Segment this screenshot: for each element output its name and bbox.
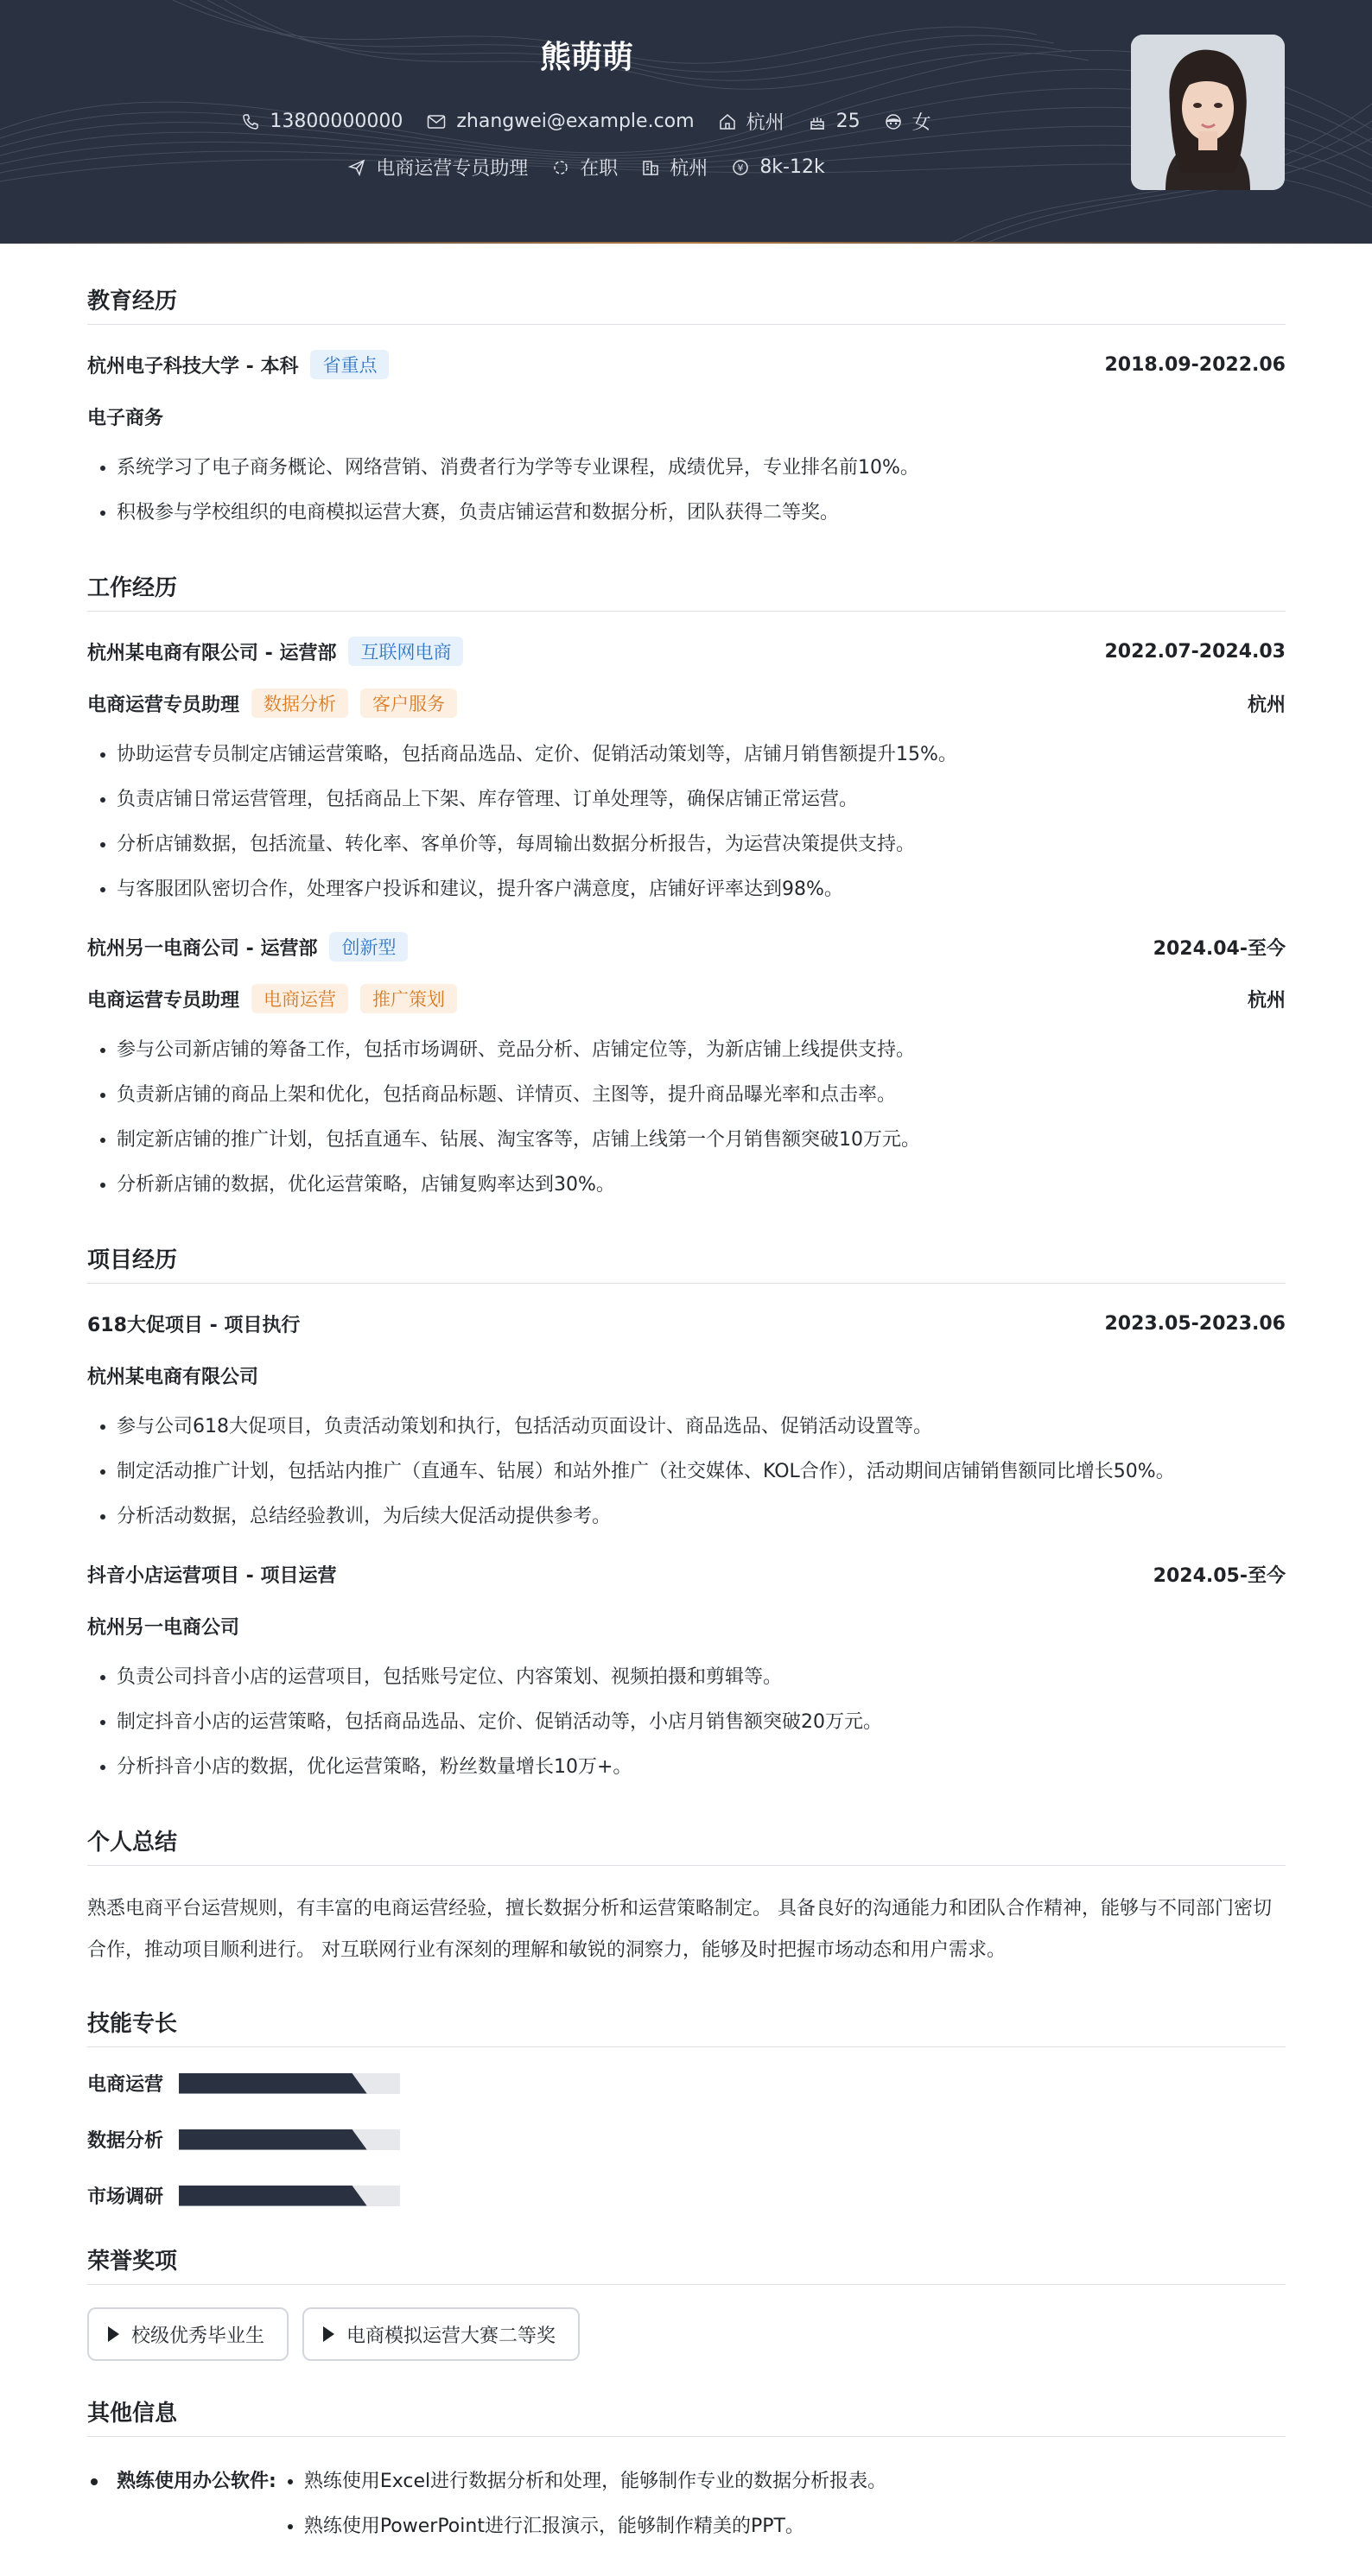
salary-text: 8k-12k [759, 156, 825, 178]
project-date: 2024.05-至今 [1153, 1564, 1286, 1587]
other-info [87, 2459, 1286, 2549]
section-title-education: 教育经历 [87, 283, 1286, 325]
svg-text:¥: ¥ [737, 162, 744, 174]
list-item: • 负责新店铺的商品上架和优化，包括商品标题、详情页、主图等，提升商品曝光率和点击率。 [117, 1073, 1286, 1118]
other-key [87, 2459, 276, 2549]
building-icon [642, 159, 659, 176]
skill-bar-fill [179, 2186, 367, 2206]
gender-item [885, 108, 931, 135]
skill-name: 电商运营 [87, 2074, 164, 2096]
job-bullets [87, 733, 1286, 912]
project-bullets [87, 1405, 1286, 1539]
school-tag: 省重点 [310, 350, 389, 379]
summary-text: 熟悉电商平台运营规则，有丰富的电商运营经验，擅长数据分析和运营策略制定。 具备良好的沟通能力和团队合作精神，能够与不同部门密切合作，推动项目顺利进行。 对互联网行业有深刻的理解和敏锐的洞察力，能够及时把握市场动态和用户需求。 [87, 1898, 1272, 1961]
award-item [87, 2307, 289, 2361]
project-bullets [87, 1655, 1286, 1790]
status-icon [552, 159, 569, 176]
phone-text: 13800000000 [270, 111, 403, 132]
section-title-awards: 荣誉奖项 [87, 2243, 1286, 2285]
education-row [87, 347, 1286, 382]
section-title-work: 工作经历 [87, 570, 1286, 612]
other-list [276, 2459, 886, 2549]
age-text: 25 [835, 111, 861, 132]
list-item: • 协助运营专员制定店铺运营策略，包括商品选品、定价、促销活动策划等，店铺月销售额提升15%。 [117, 733, 1286, 777]
resume-header [0, 0, 1372, 244]
job-city: 杭州 [1247, 694, 1286, 716]
job-bullets [87, 1028, 1286, 1208]
job-row [87, 634, 1286, 669]
hometown-item [719, 108, 784, 135]
job-target-item [348, 154, 528, 181]
job-heading [87, 932, 408, 961]
home-icon [719, 113, 736, 130]
job-role [87, 984, 457, 1013]
job-role-row [87, 686, 1286, 720]
skill-item [87, 2126, 697, 2153]
company-name: 杭州某电商有限公司 - 运营部 [87, 642, 337, 664]
city-item [642, 154, 708, 181]
company-tag: 创新型 [329, 932, 408, 961]
role-tag: 数据分析 [251, 688, 348, 718]
status-item [552, 154, 618, 181]
send-icon [348, 159, 365, 176]
job-intent-row [0, 154, 1173, 181]
project-name: 抖音小店运营项目 - 项目运营 [87, 1564, 337, 1587]
major-name: 电子商务 [87, 407, 164, 429]
project-company: 杭州另一电商公司 [87, 1616, 240, 1639]
role-name: 电商运营专员助理 [87, 989, 240, 1012]
play-icon [108, 2326, 119, 2342]
list-item: • 与客服团队密切合作，处理客户投诉和建议，提升客户满意度，店铺好评率达到98%。 [117, 867, 1286, 912]
skill-bar-fill [179, 2129, 367, 2150]
skill-bar [179, 2073, 400, 2094]
list-item: • 参与公司新店铺的筹备工作，包括市场调研、竞品分析、店铺定位等，为新店铺上线提供支持。 [117, 1028, 1286, 1073]
skill-item [87, 2070, 697, 2097]
resume-body [87, 249, 1286, 2549]
age-item [809, 111, 861, 132]
other-key-label: 熟练使用办公软件: [117, 2471, 276, 2492]
award-label: 校级优秀毕业生 [131, 2325, 265, 2347]
list-item: • 参与公司618大促项目，负责活动策划和执行，包括活动页面设计、商品选品、促销活动设置等。 [117, 1405, 1286, 1450]
award-item [302, 2307, 580, 2361]
list-item: • 制定抖音小店的运营策略，包括商品选品、定价、促销活动等，小店月销售额突破20万元。 [117, 1700, 1286, 1745]
cake-icon [809, 113, 826, 130]
section-title-summary: 个人总结 [87, 1824, 1286, 1866]
job-role-row [87, 981, 1286, 1016]
role-tag: 客户服务 [360, 688, 457, 718]
job-role [87, 688, 457, 718]
skill-name: 市场调研 [87, 2186, 164, 2208]
play-icon [323, 2326, 334, 2342]
header-accent-line [0, 242, 1372, 244]
list-item: • 制定新店铺的推广计划，包括直通车、钻展、淘宝客等，店铺上线第一个月销售额突破10万元。 [117, 1118, 1286, 1163]
project-date: 2023.05-2023.06 [1104, 1312, 1286, 1335]
section-title-other: 其他信息 [87, 2395, 1286, 2437]
job-row [87, 930, 1286, 964]
education-date: 2018.09-2022.06 [1104, 353, 1286, 376]
education-bullets [87, 446, 1286, 536]
list-item: • 分析活动数据，总结经验教训，为后续大促活动提供参考。 [117, 1494, 1286, 1539]
role-tag: 电商运营 [251, 984, 348, 1013]
phone-item [242, 111, 403, 132]
mail-icon [427, 114, 446, 130]
company-name: 杭州另一电商公司 - 运营部 [87, 937, 318, 960]
project-company: 杭州某电商有限公司 [87, 1366, 259, 1388]
job-date: 2024.04-至今 [1153, 937, 1286, 960]
job-heading [87, 637, 463, 666]
job-target-text: 电商运营专员助理 [376, 158, 529, 180]
gender-icon [885, 113, 902, 130]
company-tag: 互联网电商 [348, 637, 463, 666]
list-item: • 系统学习了电子商务概论、网络营销、消费者行为学等专业课程，成绩优异，专业排名前10%。 [117, 446, 1286, 491]
skill-name: 数据分析 [87, 2130, 164, 2152]
list-item: • 负责店铺日常运营管理，包括商品上下架、库存管理、订单处理等，确保店铺正常运营。 [117, 777, 1286, 822]
city-text: 杭州 [670, 158, 708, 180]
project-row [87, 1306, 1286, 1341]
gender-text: 女 [911, 112, 931, 134]
contact-row [0, 108, 1173, 135]
list-item: • 分析抖音小店的数据，优化运营策略，粉丝数量增长10万+。 [117, 1745, 1286, 1790]
bullet-dot [91, 2478, 98, 2485]
phone-icon [242, 113, 259, 130]
avatar [1131, 35, 1285, 190]
job-city: 杭州 [1247, 989, 1286, 1012]
list-item: • 制定活动推广计划，包括站内推广（直通车、钻展）和站外推广（社交媒体、KOL合作），活动期间店铺销售额同比增长50%。 [117, 1450, 1286, 1494]
list-item: • 负责公司抖音小店的运营项目，包括账号定位、内容策划、视频拍摄和剪辑等。 [117, 1655, 1286, 1700]
email-text: zhangwei@example.com [456, 111, 695, 132]
skills-grid [87, 2070, 1286, 2209]
candidate-name: 熊萌萌 [539, 40, 633, 75]
salary-item [732, 156, 824, 178]
education-heading [87, 350, 389, 379]
money-icon [732, 159, 749, 176]
project-row [87, 1557, 1286, 1591]
school-name: 杭州电子科技大学 - 本科 [87, 355, 299, 378]
role-name: 电商运营专员助理 [87, 694, 240, 716]
project-name: 618大促项目 - 项目执行 [87, 1314, 301, 1336]
status-text: 在职 [580, 158, 619, 180]
hometown-text: 杭州 [746, 112, 784, 134]
skill-item [87, 2182, 697, 2209]
list-item: • 积极参与学校组织的电商模拟运营大赛，负责店铺运营和数据分析，团队获得二等奖。 [117, 491, 1286, 536]
award-label: 电商模拟运营大赛二等奖 [346, 2325, 556, 2347]
skill-bar [179, 2129, 400, 2150]
list-item: • 熟练使用PowerPoint进行汇报演示，能够制作精美的PPT。 [304, 2504, 886, 2549]
role-tag: 推广策划 [360, 984, 457, 1013]
profile-photo [1131, 35, 1285, 190]
awards-list [87, 2307, 1286, 2361]
job-date: 2022.07-2024.03 [1104, 640, 1286, 663]
email-item [427, 111, 694, 132]
list-item: • 熟练使用Excel进行数据分析和处理，能够制作专业的数据分析报表。 [304, 2459, 886, 2504]
skill-bar [179, 2186, 400, 2206]
skill-bar-fill [179, 2073, 367, 2094]
section-title-projects: 项目经历 [87, 1242, 1286, 1284]
list-item: • 分析店铺数据，包括流量、转化率、客单价等，每周输出数据分析报告，为运营决策提供支持。 [117, 822, 1286, 867]
list-item: • 分析新店铺的数据，优化运营策略，店铺复购率达到30%。 [117, 1163, 1286, 1208]
section-title-skills: 技能专长 [87, 2006, 1286, 2047]
